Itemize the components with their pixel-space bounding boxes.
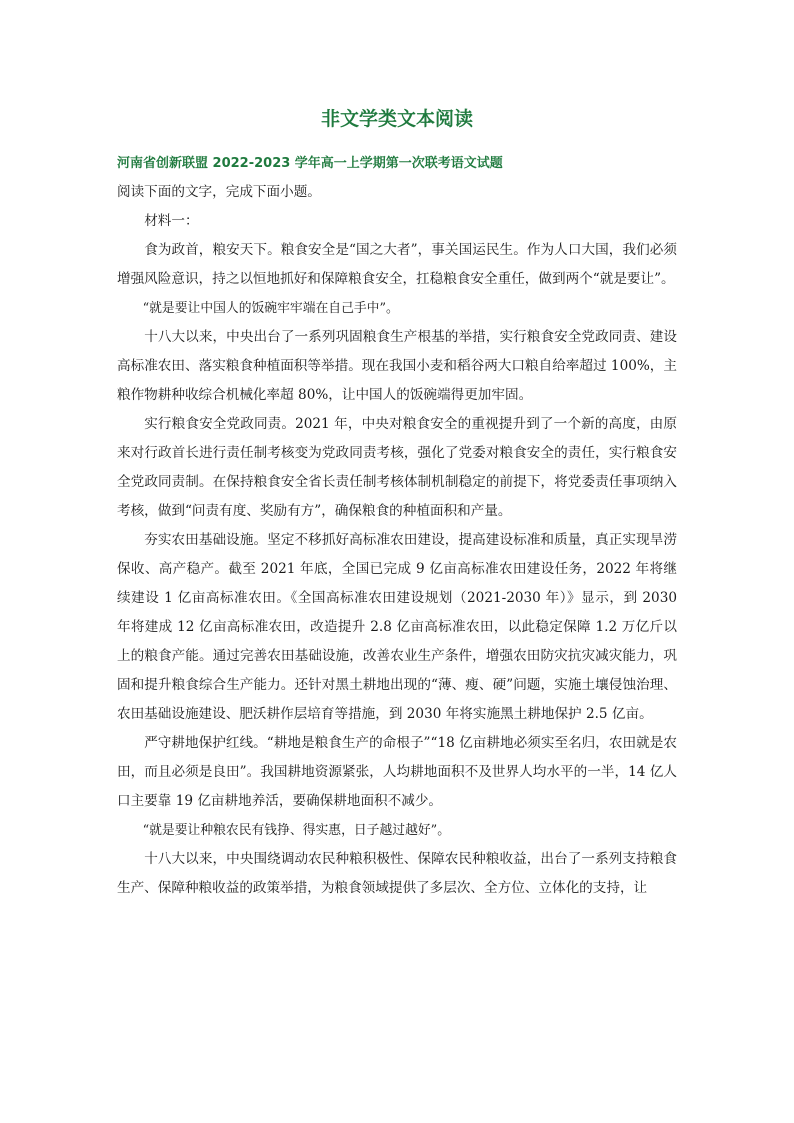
page-title: 非文学类文本阅读: [320, 108, 473, 130]
paragraph-measures: 十八大以来，中央出台了一系列巩固粮食生产根基的举措，实行粮食安全党政同责、建设高标准农田、落实粮食种植面积等举措。现在我国小麦和稻谷两大口粮自给率超过 100%，主粮作物耕种收综合机械化率超 80%，让中国人的饭碗端得更加牢固。: [117, 329, 677, 403]
exam-source-heading: 河南省创新联盟 2022-2023 学年高一上学期第一次联考语文试题: [117, 156, 503, 171]
paragraph-farmer-income: 十八大以来，中央围绕调动农民种粮积极性、保障农民种粮收益，出台了一系列支持粮食生产、保障种粮收益的政策举措，为粮食领域提供了多层次、全方位、立体化的支持，让: [117, 851, 677, 896]
paragraph-redline: 严守耕地保护红线。“耕地是粮食生产的命根子”“18 亿亩耕地必须实至名归，农田就是农田，而且必须是良田”。我国耕地资源紧张，人均耕地面积不及世界人均水平的一半，14 亿人口主要靠 19 亿亩耕地养活，要确保耕地面积不减少。: [117, 735, 677, 809]
quote-heading-2: “就是要让种粮农民有钱挣、得实惠，日子越过越好”。: [142, 823, 451, 838]
material-label: 材料一：: [144, 213, 199, 229]
paragraph-intro: 食为政首，粮安天下。粮食安全是“国之大者”，事关国运民生。作为人口大国，我们必须增强风险意识，持之以恒地抓好和保障粮食安全，扛稳粮食安全重任，做到两个“就是要让”。: [117, 242, 677, 287]
paragraph-responsibility: 实行粮食安全党政同责。2021 年，中央对粮食安全的重视提升到了一个新的高度，由原来对行政首长进行责任制考核变为党政同责考核，强化了党委对粮食安全的责任，实行粮食安全党政同责制。在保持粮食安全省长责任制考核体制机制稳定的前提下，将党委责任事项纳入考核，做到“问责有度、奖励有方”，确保粮食的种植面积和产量。: [117, 416, 677, 519]
article-body: [117, 178, 677, 903]
paragraph-farmland: 夯实农田基础设施。坚定不移抓好高标准农田建设，提高建设标准和质量，真正实现旱涝保收、高产稳产。截至 2021 年底，全国已完成 9 亿亩高标准农田建设任务，2022 年将继续建设 1 亿亩高标准农田。《全国高标准农田建设规划（2021-2030 年）》显示，到 2030 年将建成 12 亿亩高标准农田，改造提升 2.8 亿亩高标准农田，以此稳定保障 1.2 万亿斤以上的粮食产能。通过完善农田基础设施，改善农业生产条件，增强农田防灾抗灾减灾能力，巩固和提升粮食综合生产能力。还针对黑土耕地出现的“薄、瘦、硬”问题，实施土壤侵蚀治理、农田基础设施建设、肥沃耕作层培育等措施，到 2030 年将实施黑土耕地保护 2.5 亿亩。: [117, 532, 677, 722]
quote-heading-1: “就是要让中国人的饭碗牢牢端在自己手中”。: [142, 301, 399, 316]
instruction-text: 阅读下面的文字，完成下面小题。: [117, 184, 321, 200]
